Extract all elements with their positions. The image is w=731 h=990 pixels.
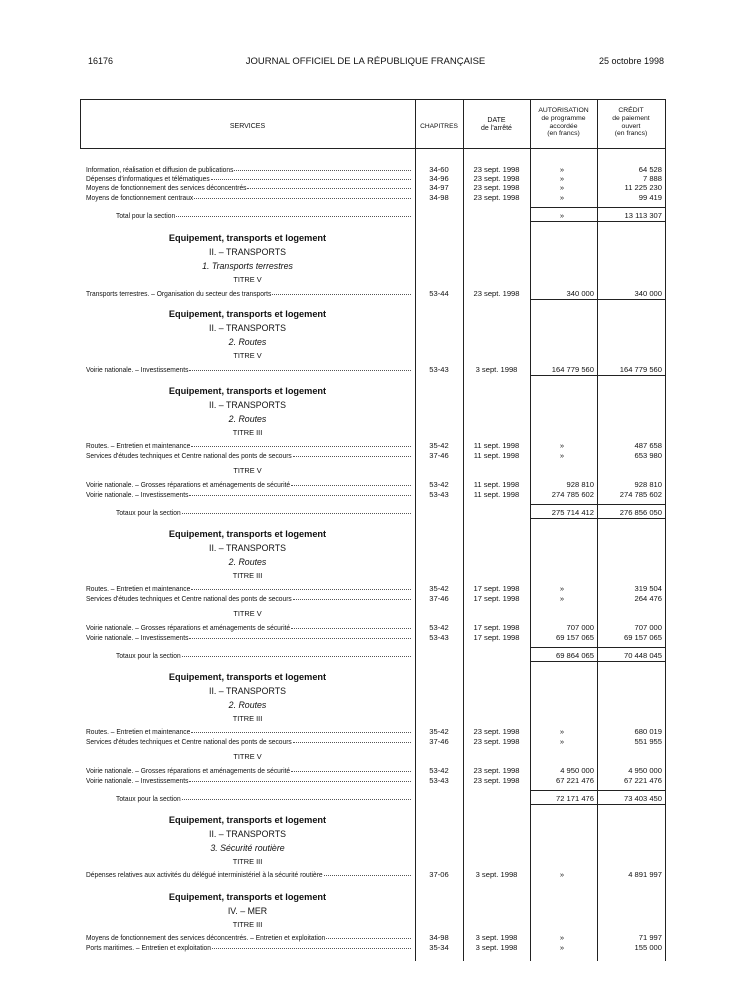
amount-autorisation: »	[559, 174, 565, 183]
row-label: Services d'études techniques et Centre national des ponts de secours	[86, 737, 292, 746]
row-chapitre: 53-42	[429, 480, 449, 489]
section-subheading: II. – TRANSPORTS	[209, 829, 286, 839]
leader-dots	[293, 742, 411, 743]
leader-dots	[291, 771, 411, 772]
row-date: 3 sept. 1998	[475, 870, 518, 879]
titre-label: TITRE V	[233, 609, 262, 618]
amount-credit: 67 221 476	[623, 776, 662, 785]
section-chapter: 2. Routes	[228, 414, 267, 424]
row-chapitre: 53-43	[429, 633, 449, 642]
col-divider-date	[463, 99, 464, 961]
leader-dots	[211, 179, 411, 180]
amount-credit: 319 504	[634, 584, 662, 593]
row-chapitre: 35-42	[429, 441, 449, 450]
row-label: Voirie nationale. – Investissements	[86, 633, 189, 642]
amount-credit: 551 955	[634, 737, 662, 746]
leader-dots	[324, 875, 411, 876]
leader-dots	[182, 656, 411, 657]
amount-autorisation: »	[559, 594, 565, 603]
journal-title: JOURNAL OFFICIEL DE LA RÉPUBLIQUE FRANÇAISE	[245, 56, 486, 67]
row-date: 3 sept. 1998	[475, 365, 518, 374]
row-label: Dépenses d'informatiques et télématiques	[86, 174, 210, 183]
col-header-chapitres: CHAPITRES	[420, 123, 458, 130]
row-label: Voirie nationale. – Investissements	[86, 365, 189, 374]
section-subheading: II. – TRANSPORTS	[209, 686, 286, 696]
amount-autorisation: »	[559, 165, 565, 174]
section-heading: Equipement, transports et logement	[168, 892, 327, 902]
amount-credit: 11 225 230	[624, 183, 662, 192]
amount-autorisation: »	[559, 933, 565, 942]
row-chapitre: 34-60	[429, 165, 449, 174]
amount-credit: 276 856 050	[619, 508, 662, 517]
table-right-border	[665, 99, 666, 961]
amount-credit: 155 000	[634, 943, 662, 952]
amount-credit: 164 779 560	[619, 365, 662, 374]
row-date: 23 sept. 1998	[473, 737, 520, 746]
row-chapitre: 37-46	[429, 737, 449, 746]
row-label: Services d'études techniques et Centre national des ponts de secours	[86, 451, 292, 460]
leader-dots	[291, 628, 411, 629]
total-label: Total pour la section	[116, 211, 176, 220]
leader-dots	[191, 589, 411, 590]
titre-label: TITRE III	[232, 571, 263, 580]
row-date: 23 sept. 1998	[473, 193, 520, 202]
col-header-autorisation-line1: AUTORISATION	[538, 107, 589, 114]
total-top-rule	[530, 504, 665, 505]
amount-underline	[530, 375, 665, 376]
col-header-autorisation	[530, 107, 597, 138]
leader-dots	[189, 495, 411, 496]
total-label: Totaux pour la section	[116, 651, 181, 660]
amount-autorisation: 69 864 065	[555, 651, 594, 660]
titre-label: TITRE III	[232, 428, 263, 437]
row-label: Voirie nationale. – Grosses réparations et aménagements de sécurité	[86, 623, 291, 632]
leader-dots	[191, 732, 411, 733]
amount-credit: 340 000	[634, 289, 662, 298]
section-subheading: II. – TRANSPORTS	[209, 400, 286, 410]
row-chapitre: 53-43	[429, 490, 449, 499]
row-chapitre: 37-06	[429, 870, 449, 879]
col-header-autorisation-line3: accordée	[549, 122, 578, 130]
col-header-date-line2: de l'arrêté	[481, 125, 512, 133]
row-chapitre: 35-42	[429, 727, 449, 736]
row-date: 3 sept. 1998	[475, 933, 518, 942]
amount-autorisation: »	[559, 451, 565, 460]
titre-label: TITRE III	[232, 714, 263, 723]
col-header-credit-line3: ouvert	[621, 122, 641, 130]
section-chapter: 2. Routes	[228, 337, 267, 347]
amount-credit: 70 448 045	[623, 651, 662, 660]
amount-autorisation: »	[559, 211, 565, 220]
row-label: Routes. – Entretien et maintenance	[86, 727, 191, 736]
amount-credit: 680 019	[634, 727, 662, 736]
col-header-services: SERVICES	[229, 123, 266, 130]
row-date: 23 sept. 1998	[473, 165, 520, 174]
row-date: 23 sept. 1998	[473, 289, 520, 298]
total-top-rule	[530, 647, 665, 648]
amount-autorisation: »	[559, 183, 565, 192]
amount-autorisation: »	[559, 737, 565, 746]
amount-autorisation: 164 779 560	[551, 365, 594, 374]
amount-credit: 707 000	[634, 623, 662, 632]
row-label: Moyens de fonctionnement centraux	[86, 193, 194, 202]
total-bottom-rule	[530, 661, 665, 662]
amount-autorisation: »	[559, 441, 565, 450]
row-label: Routes. – Entretien et maintenance	[86, 441, 191, 450]
leader-dots	[189, 638, 411, 639]
row-label: Information, réalisation et diffusion de publications	[86, 165, 234, 174]
leader-dots	[189, 781, 411, 782]
row-label: Services d'études techniques et Centre national des ponts de secours	[86, 594, 292, 603]
leader-dots	[182, 513, 411, 514]
row-date: 23 sept. 1998	[473, 766, 520, 775]
section-chapter: 3. Sécurité routière	[210, 843, 285, 853]
section-chapter: 2. Routes	[228, 700, 267, 710]
col-divider-credit	[597, 99, 598, 961]
leader-dots	[194, 198, 411, 199]
col-header-autorisation-line2: de programme	[541, 114, 586, 122]
row-label: Moyens de fonctionnement des services déconcentrés	[86, 183, 247, 192]
amount-credit: 13 113 307	[624, 211, 662, 220]
row-chapitre: 37-46	[429, 594, 449, 603]
col-header-credit-line4: (en francs)	[614, 130, 648, 138]
col-header-date-line1: DATE	[487, 117, 506, 124]
row-chapitre: 34-96	[429, 174, 449, 183]
titre-label: TITRE V	[233, 466, 262, 475]
col-header-date	[463, 117, 530, 133]
amount-credit: 653 980	[634, 451, 662, 460]
amount-autorisation: 707 000	[566, 623, 594, 632]
section-heading: Equipement, transports et logement	[168, 386, 327, 396]
section-heading: Equipement, transports et logement	[168, 233, 327, 243]
row-label: Transports terrestres. – Organisation du secteur des transports	[86, 289, 272, 298]
amount-credit: 4 950 000	[628, 766, 662, 775]
leader-dots	[247, 188, 411, 189]
amount-credit: 487 658	[634, 441, 662, 450]
col-header-credit-line1: CRÉDIT	[618, 107, 644, 114]
amount-credit: 73 403 450	[623, 794, 662, 803]
row-label: Routes. – Entretien et maintenance	[86, 584, 191, 593]
amount-autorisation: 67 221 476	[555, 776, 594, 785]
section-chapter: 1. Transports terrestres	[202, 261, 293, 271]
amount-autorisation: 928 810	[566, 480, 594, 489]
row-label: Voirie nationale. – Investissements	[86, 490, 189, 499]
row-label: Voirie nationale. – Grosses réparations et aménagements de sécurité	[86, 480, 291, 489]
amount-credit: 99 419	[638, 193, 662, 202]
titre-label: TITRE V	[233, 351, 262, 360]
section-subheading: II. – TRANSPORTS	[209, 247, 286, 257]
row-chapitre: 34-98	[429, 193, 449, 202]
section-chapter: 2. Routes	[228, 557, 267, 567]
amount-autorisation: 340 000	[566, 289, 594, 298]
amount-credit: 274 785 602	[619, 490, 662, 499]
row-chapitre: 37-46	[429, 451, 449, 460]
amount-credit: 71 997	[638, 933, 662, 942]
amount-autorisation: 72 171 476	[555, 794, 594, 803]
col-header-autorisation-line4: (en francs)	[547, 130, 580, 138]
row-chapitre: 34-97	[429, 183, 449, 192]
row-chapitre: 53-43	[429, 365, 449, 374]
section-subheading: IV. – MER	[227, 906, 268, 916]
leader-dots	[176, 216, 411, 217]
leader-dots	[212, 948, 411, 949]
total-top-rule	[530, 790, 665, 791]
row-chapitre: 53-42	[429, 623, 449, 632]
amount-autorisation: »	[559, 727, 565, 736]
col-header-credit	[597, 107, 665, 138]
amount-autorisation: 4 950 000	[560, 766, 594, 775]
amount-autorisation: »	[559, 193, 565, 202]
amount-credit: 64 528	[638, 165, 662, 174]
row-date: 23 sept. 1998	[473, 727, 520, 736]
col-header-credit-line2: de paiement	[612, 114, 650, 122]
leader-dots	[326, 938, 411, 939]
amount-autorisation: 275 714 412	[551, 508, 594, 517]
amount-autorisation: »	[559, 584, 565, 593]
amount-autorisation: »	[559, 870, 565, 879]
col-divider-chapitres	[415, 99, 416, 961]
col-divider-autorisation	[530, 99, 531, 961]
leader-dots	[272, 294, 411, 295]
row-chapitre: 34-98	[429, 933, 449, 942]
table-top-rule	[80, 99, 665, 100]
leader-dots	[191, 446, 411, 447]
section-heading: Equipement, transports et logement	[168, 309, 327, 319]
total-bottom-rule	[530, 804, 665, 805]
row-date: 23 sept. 1998	[473, 183, 520, 192]
total-top-rule	[530, 207, 665, 208]
leader-dots	[293, 456, 411, 457]
amount-underline	[530, 299, 665, 300]
row-chapitre: 35-34	[429, 943, 449, 952]
row-date: 17 sept. 1998	[473, 623, 520, 632]
leader-dots	[234, 170, 411, 171]
total-bottom-rule	[530, 221, 665, 222]
row-date: 11 sept. 1998	[473, 441, 520, 450]
row-chapitre: 53-43	[429, 776, 449, 785]
section-subheading: II. – TRANSPORTS	[209, 543, 286, 553]
row-label: Voirie nationale. – Grosses réparations et aménagements de sécurité	[86, 766, 291, 775]
leader-dots	[293, 599, 411, 600]
row-label: Ports maritimes. – Entretien et exploitation	[86, 943, 211, 952]
row-chapitre: 53-42	[429, 766, 449, 775]
amount-credit: 928 810	[634, 480, 662, 489]
row-chapitre: 53-44	[429, 289, 449, 298]
section-subheading: II. – TRANSPORTS	[209, 323, 286, 333]
amount-autorisation: 69 157 065	[555, 633, 594, 642]
row-label: Moyens de fonctionnement des services déconcentrés. – Entretien et exploitation	[86, 933, 326, 942]
section-heading: Equipement, transports et logement	[168, 529, 327, 539]
amount-credit: 69 157 065	[623, 633, 662, 642]
leader-dots	[182, 799, 411, 800]
amount-credit: 4 891 997	[628, 870, 662, 879]
titre-label: TITRE III	[232, 920, 263, 929]
amount-credit: 264 476	[634, 594, 662, 603]
row-date: 23 sept. 1998	[473, 174, 520, 183]
row-date: 17 sept. 1998	[473, 633, 520, 642]
row-date: 11 sept. 1998	[473, 490, 520, 499]
section-heading: Equipement, transports et logement	[168, 672, 327, 682]
amount-credit: 7 888	[642, 174, 662, 183]
leader-dots	[189, 370, 411, 371]
row-label: Voirie nationale. – Investissements	[86, 776, 189, 785]
section-heading: Equipement, transports et logement	[168, 815, 327, 825]
row-label: Dépenses relatives aux activités du délégué interministériel à la sécurité routière	[86, 870, 323, 879]
amount-autorisation: »	[559, 943, 565, 952]
row-date: 17 sept. 1998	[473, 584, 520, 593]
row-chapitre: 35-42	[429, 584, 449, 593]
titre-label: TITRE V	[233, 752, 262, 761]
row-date: 11 sept. 1998	[473, 451, 520, 460]
header-bottom-rule	[80, 148, 665, 149]
page-number: 16176	[88, 56, 114, 66]
total-bottom-rule	[530, 518, 665, 519]
row-date: 11 sept. 1998	[473, 480, 520, 489]
issue-date: 25 octobre 1998	[598, 56, 664, 66]
row-date: 17 sept. 1998	[473, 594, 520, 603]
row-date: 23 sept. 1998	[473, 776, 520, 785]
titre-label: TITRE III	[232, 857, 263, 866]
row-date: 3 sept. 1998	[475, 943, 518, 952]
total-label: Totaux pour la section	[116, 508, 181, 517]
total-label: Totaux pour la section	[116, 794, 181, 803]
titre-label: TITRE V	[233, 275, 262, 284]
amount-autorisation: 274 785 602	[551, 490, 594, 499]
leader-dots	[291, 485, 411, 486]
